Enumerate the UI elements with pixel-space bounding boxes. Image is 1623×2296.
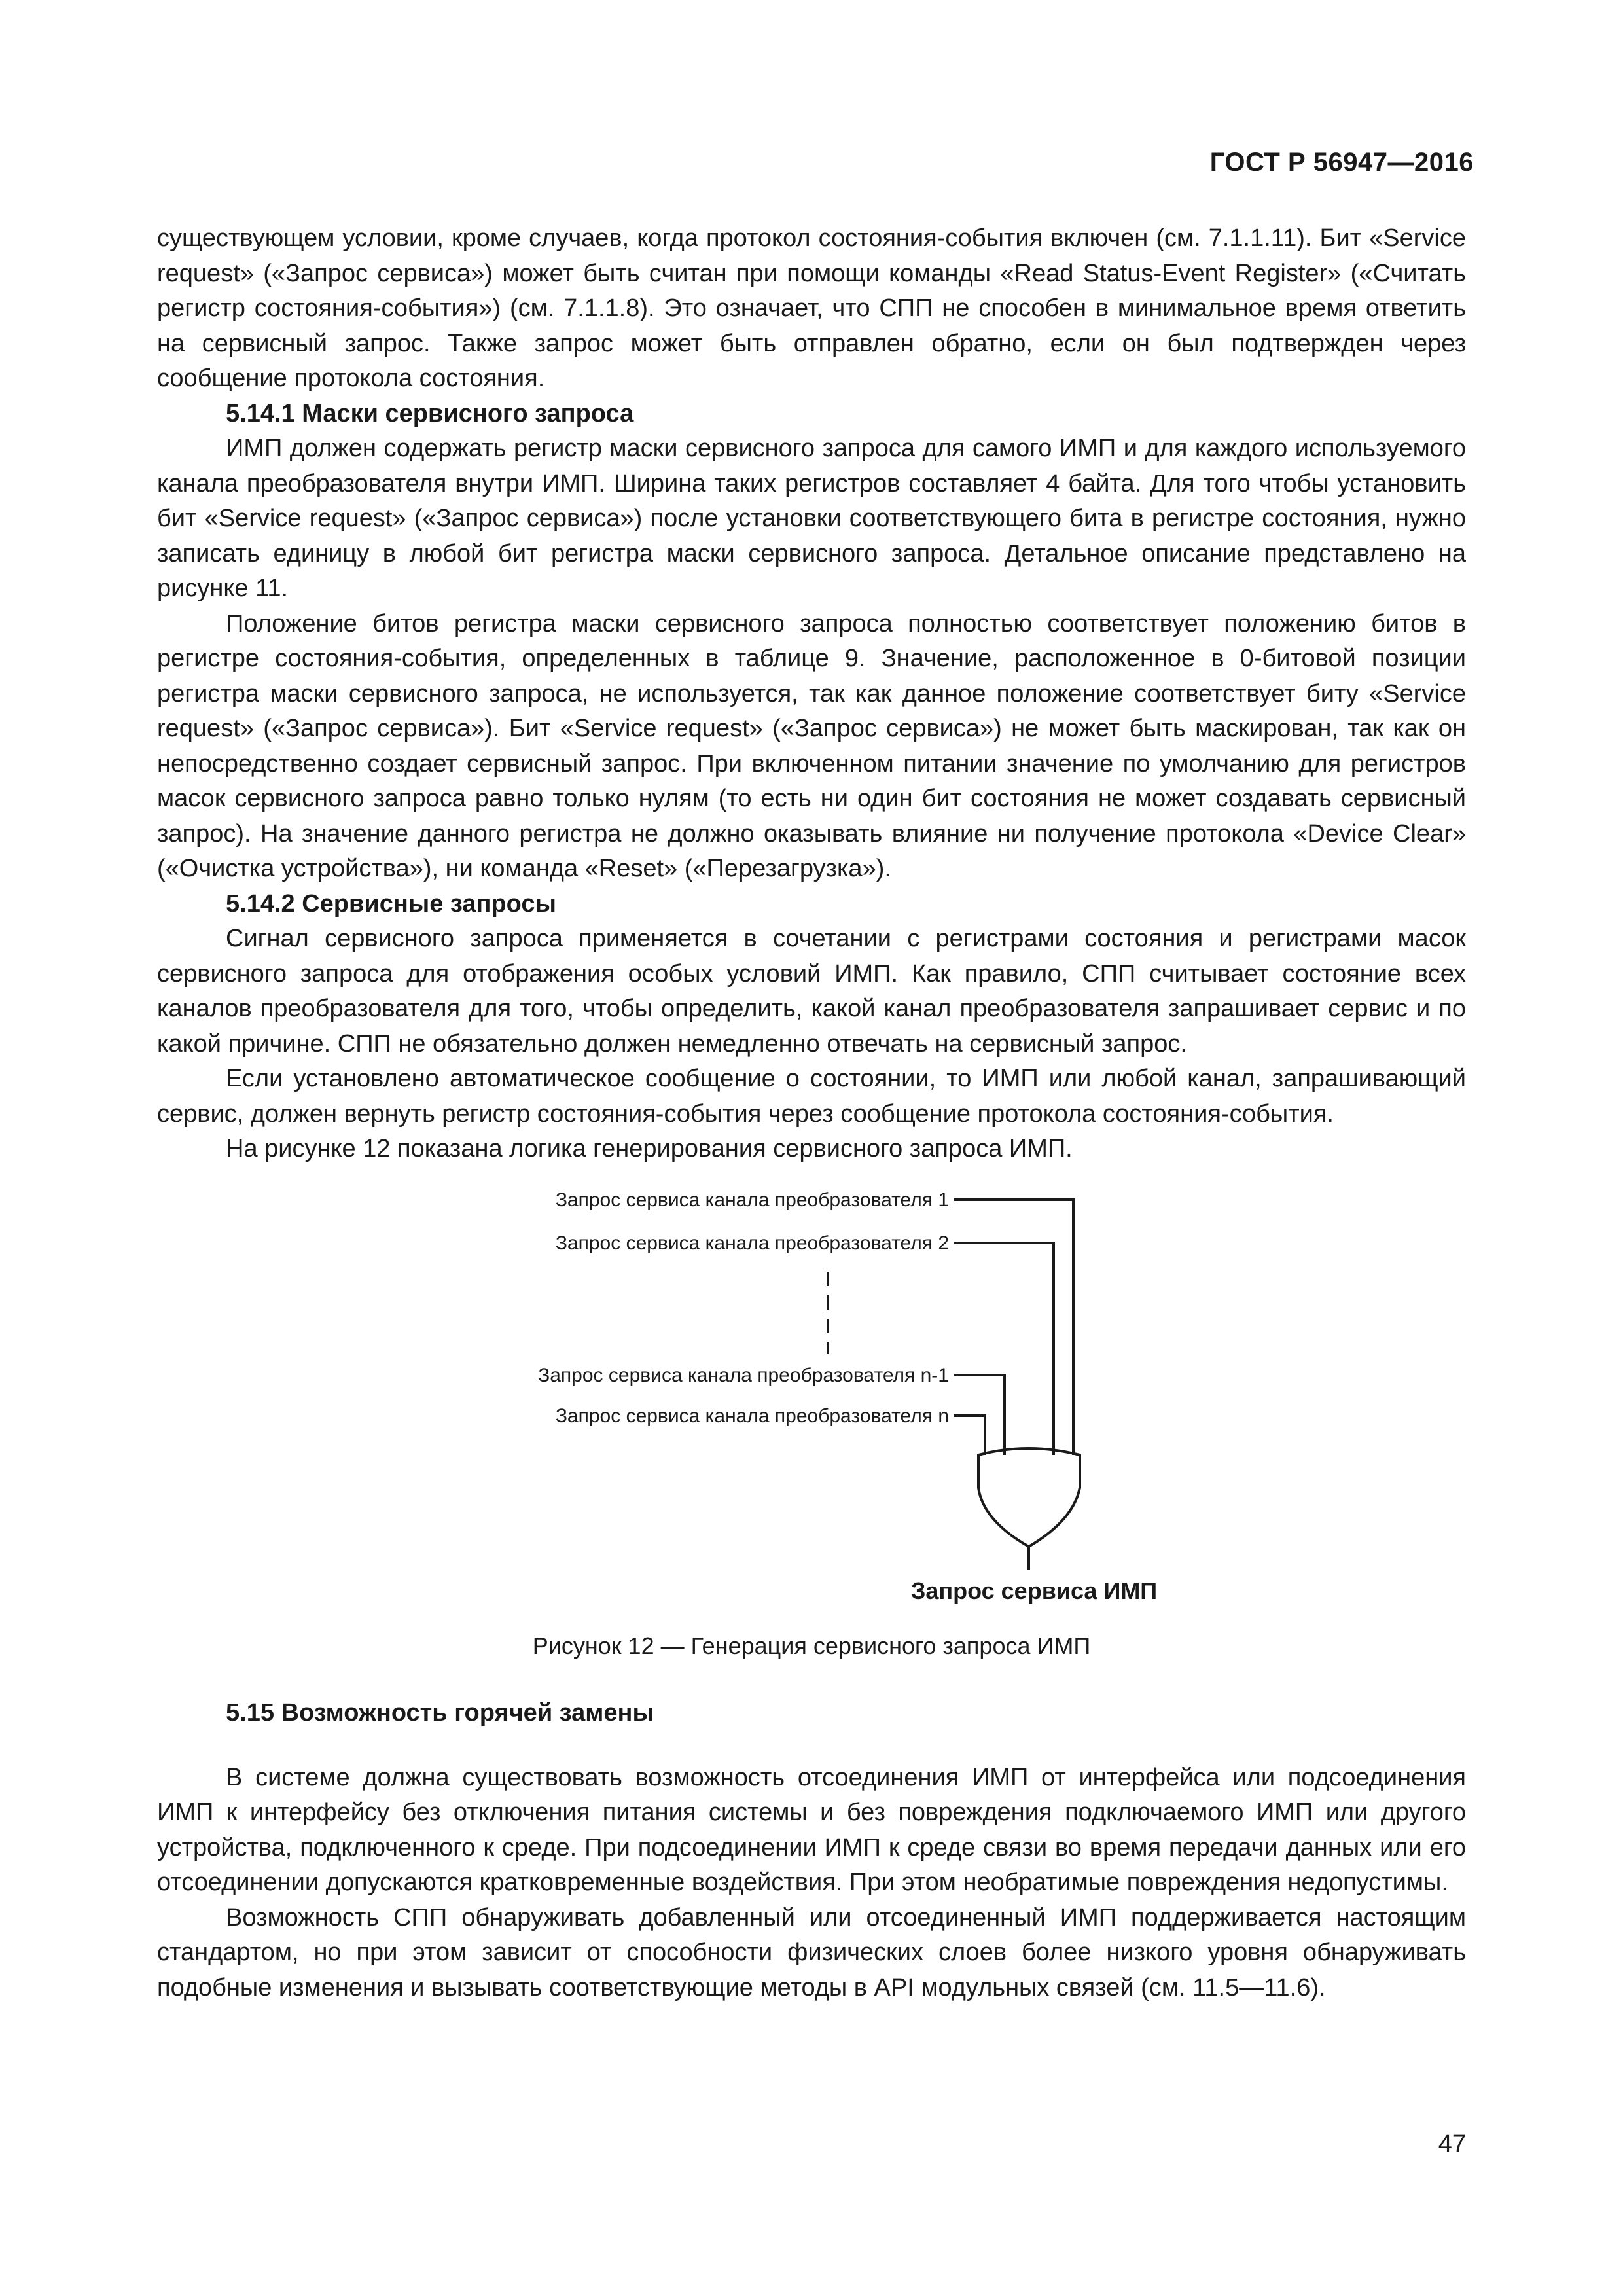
paragraph: В системе должна существовать возможность отсоединения ИМП от интерфейса или подсоединения ИМП к интерфейсу без отключения питания системы и без повреждения подключаемого ИМП или другого устройства, подключенного к среде. При подсоединении ИМП к среде связи во время передачи данных или его отсоединении допускаются кратковременные воздействия. При этом необратимые повреждения недопустимы. [157,1763,1466,1896]
input-label-1: Запрос сервиса канала преобразователя 1 [555,1189,949,1211]
paragraph: Возможность СПП обнаруживать добавленный или отсоединенный ИМП поддерживается настоящим стандартом, но при этом зависит от способности физических слоев более низкого уровня обнаруживать подобные изменения и вызывать соответствующие методы в API модульных связей (см. 11.5—11.6). [157,1903,1466,2001]
document-header: ГОСТ Р 56947—2016 [1209,148,1474,177]
paragraph: ИМП должен содержать регистр маски сервисного запроса для самого ИМП и для каждого используемого канала преобразователя внутри ИМП. Ширина таких регистров составляет 4 байта. Для того чтобы установить бит «Service request» («Запрос сервиса») после установки соответствующего бита в регистре состояния, нужно записать единицу в любой бит регистра маски сервисного запроса. Детальное описание представлено на рисунке 11. [157,435,1466,602]
or-gate-diagram [157,1180,1466,1615]
input-line-n [954,1416,985,1455]
paragraph: Если установлено автоматическое сообщение о состоянии, то ИМП или любой канал, запрашивающий сервис, должен вернуть регистр состояния-события через сообщение протокола состояния-события. [157,1065,1466,1128]
page-number: 47 [1438,2130,1466,2158]
heading-5-14-2: 5.14.2 Сервисные запросы [226,889,556,918]
input-label-n: Запрос сервиса канала преобразователя n [555,1405,949,1427]
paragraph-continuation: существующем условии, кроме случаев, когда протокол состояния-события включен (см. 7.1.1.11). Бит «Service request» («Запрос сервиса») может быть считан при помощи команды «Read Status-Event Register» («Считать регистр состояния-события») (см. 7.1.1.8). Это означает, что СПП не способен в минимальное время ответить на сервисный запрос. Также запрос может быть отправлен обратно, если он был подтвержден через сообщение протокола состояния. [157,224,1466,392]
figure-caption: Рисунок 12 — Генерация сервисного запроса ИМП [532,1632,1091,1659]
input-label-2: Запрос сервиса канала преобразователя 2 [555,1232,949,1254]
page-content [157,221,1466,2005]
paragraph: Сигнал сервисного запроса применяется в сочетании с регистрами состояния и регистрами масок сервисного запроса для отображения особых условий ИМП. Как правило, СПП считывает состояние всех каналов преобразователя для того, чтобы определить, какой канал преобразователя запрашивает сервис и по какой причине. СПП не обязательно должен немедленно отвечать на сервисный запрос. [157,925,1466,1058]
input-label-n-1: Запрос сервиса канала преобразователя n-1 [538,1364,949,1386]
heading-5-15: 5.15 Возможность горячей замены [226,1699,654,1727]
paragraph: На рисунке 12 показана логика генерирования сервисного запроса ИМП. [226,1135,1073,1162]
figure-12-diagram [157,1180,1466,1615]
output-label: Запрос сервиса ИМП [910,1577,1158,1604]
or-gate-symbol [978,1448,1080,1547]
paragraph: Положение битов регистра маски сервисного запроса полностью соответствует положению битов в регистре состояния-события, определенных в таблице 9. Значение, расположенное в 0-битовой позиции регистра маски сервисного запроса, не используется, так как данное положение соответствует биту «Service request» («Запрос сервиса»). Бит «Service request» («Запрос сервиса») не может быть маскирован, так как он непосредственно создает сервисный запрос. При включенном питании значение по умолчанию для регистров масок сервисного запроса равно только нулям (то есть ни один бит состояния не может создавать сервисный запрос). На значение данного регистра не должно оказывать влияние ни получение протокола «Device Clear» («Очистка устройства»), ни команда «Reset» («Перезагрузка»). [157,609,1466,882]
heading-5-14-1: 5.14.1 Маски сервисного запроса [226,399,634,427]
